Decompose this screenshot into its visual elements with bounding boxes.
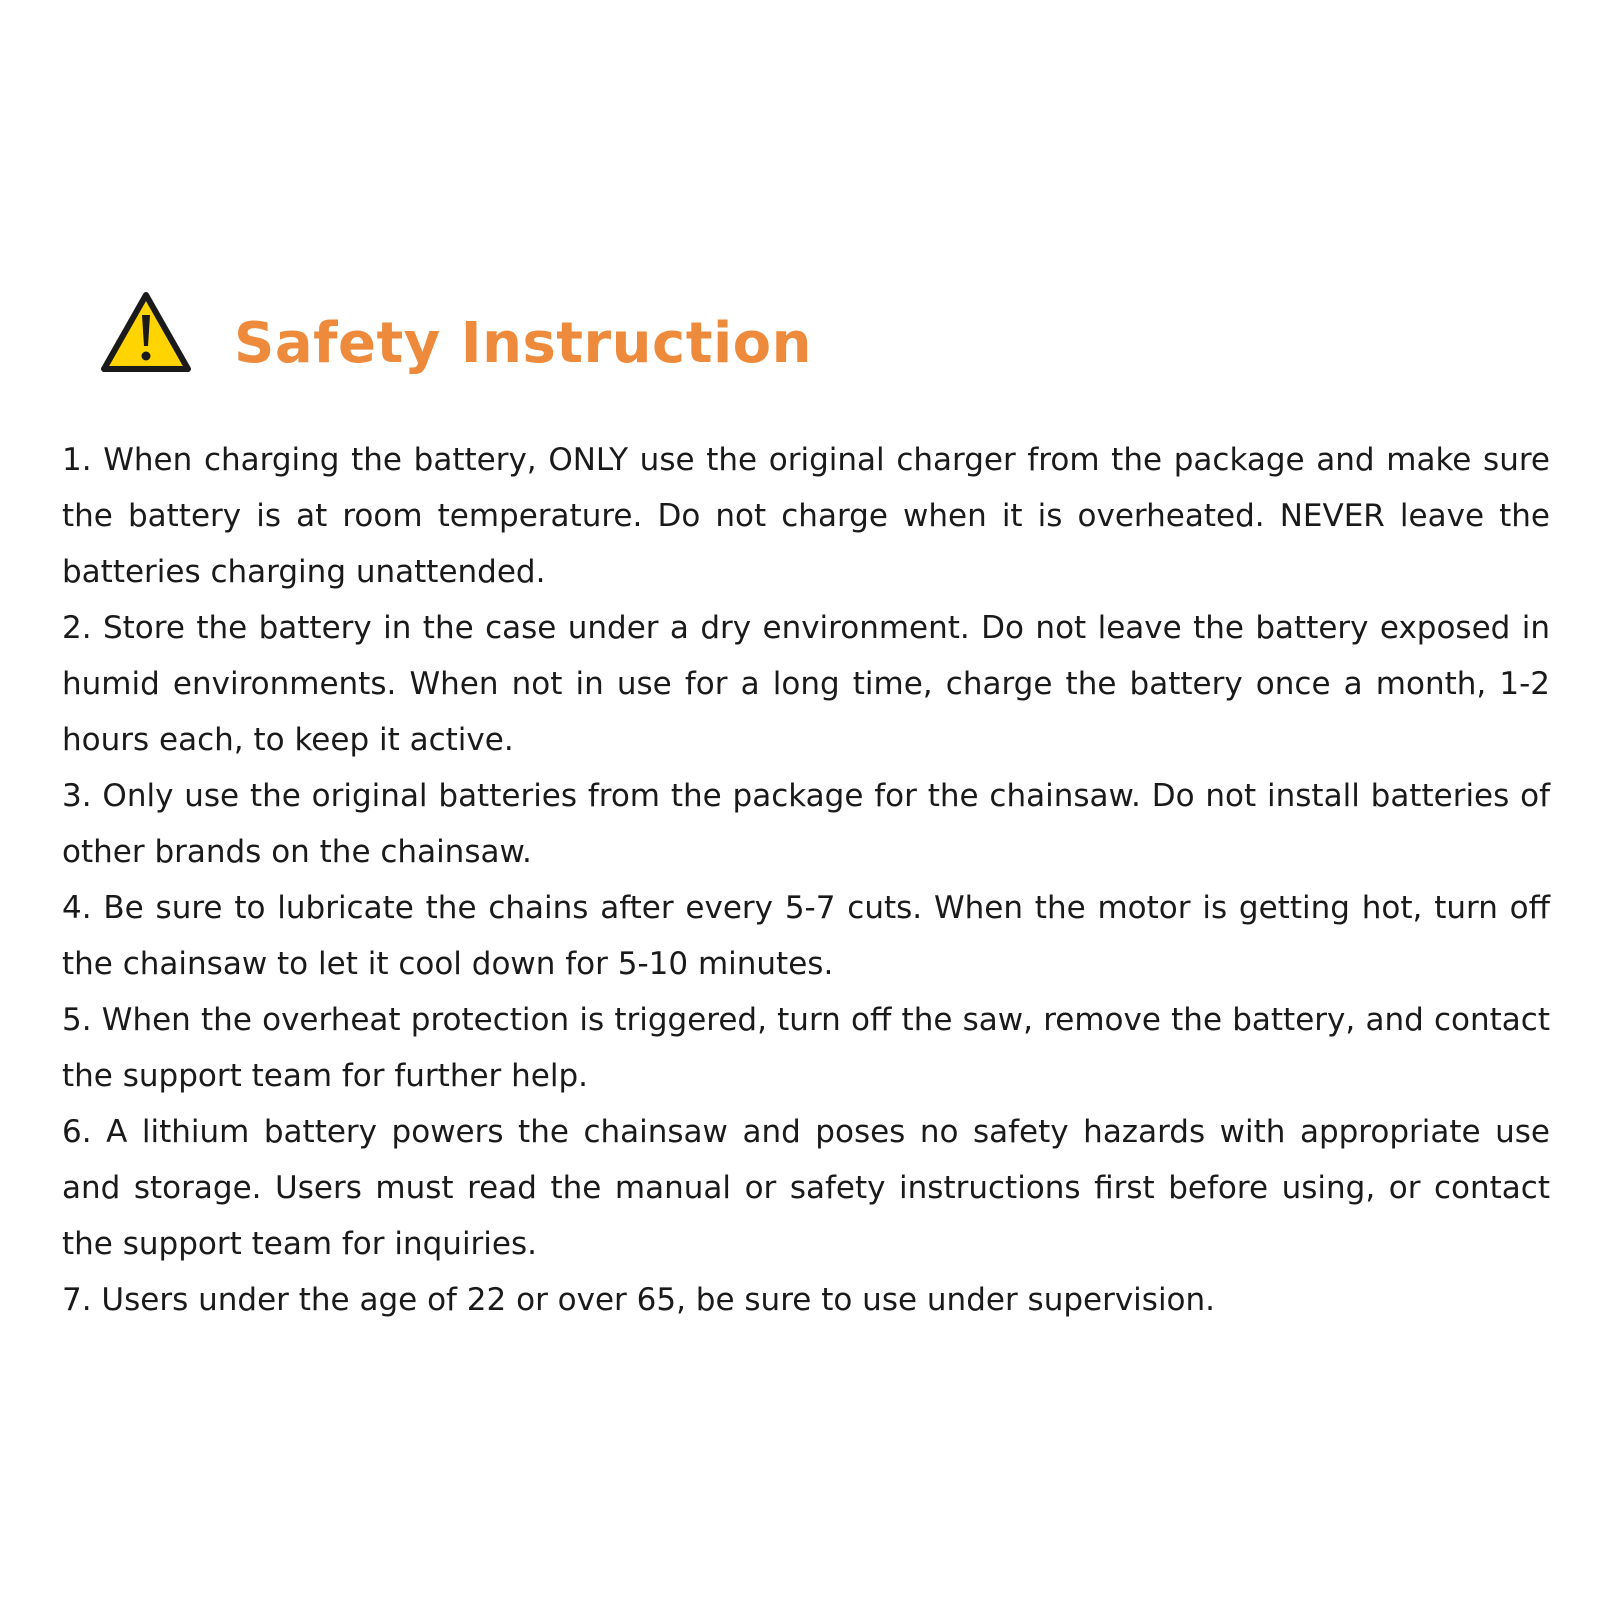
instruction-item-2: 2. Store the battery in the case under a dry environment. Do not leave the battery exposed in humid environments. When not in use for a long time, charge the battery once a month, 1-2 hours each, to keep it active.: [62, 610, 1550, 758]
instruction-item-7: 7. Users under the age of 22 or over 65, be sure to use under supervision.: [62, 1282, 1216, 1318]
warning-triangle-icon: [100, 291, 192, 375]
instruction-item-1: 1. When charging the battery, ONLY use the original charger from the package and make sure the battery is at room temperature. Do not charge when it is overheated. NEVER leave the batteries charging unattended.: [62, 442, 1550, 590]
safety-header: [100, 288, 812, 398]
instruction-item-6: 6. A lithium battery powers the chainsaw and poses no safety hazards with appropriate use and storage. Users must read the manual or safety instructions first before using, or contact the support team for inquiries.: [62, 1114, 1550, 1262]
page-title: Safety Instruction: [234, 310, 813, 376]
instruction-list: [62, 432, 1550, 1328]
instruction-item-5: 5. When the overheat protection is triggered, turn off the saw, remove the battery, and contact the support team for further help.: [62, 1002, 1550, 1094]
instruction-item-4: 4. Be sure to lubricate the chains after every 5-7 cuts. When the motor is getting hot, turn off the chainsaw to let it cool down for 5-10 minutes.: [62, 890, 1550, 982]
instruction-item-3: 3. Only use the original batteries from the package for the chainsaw. Do not install batteries of other brands on the chainsaw.: [62, 778, 1550, 870]
